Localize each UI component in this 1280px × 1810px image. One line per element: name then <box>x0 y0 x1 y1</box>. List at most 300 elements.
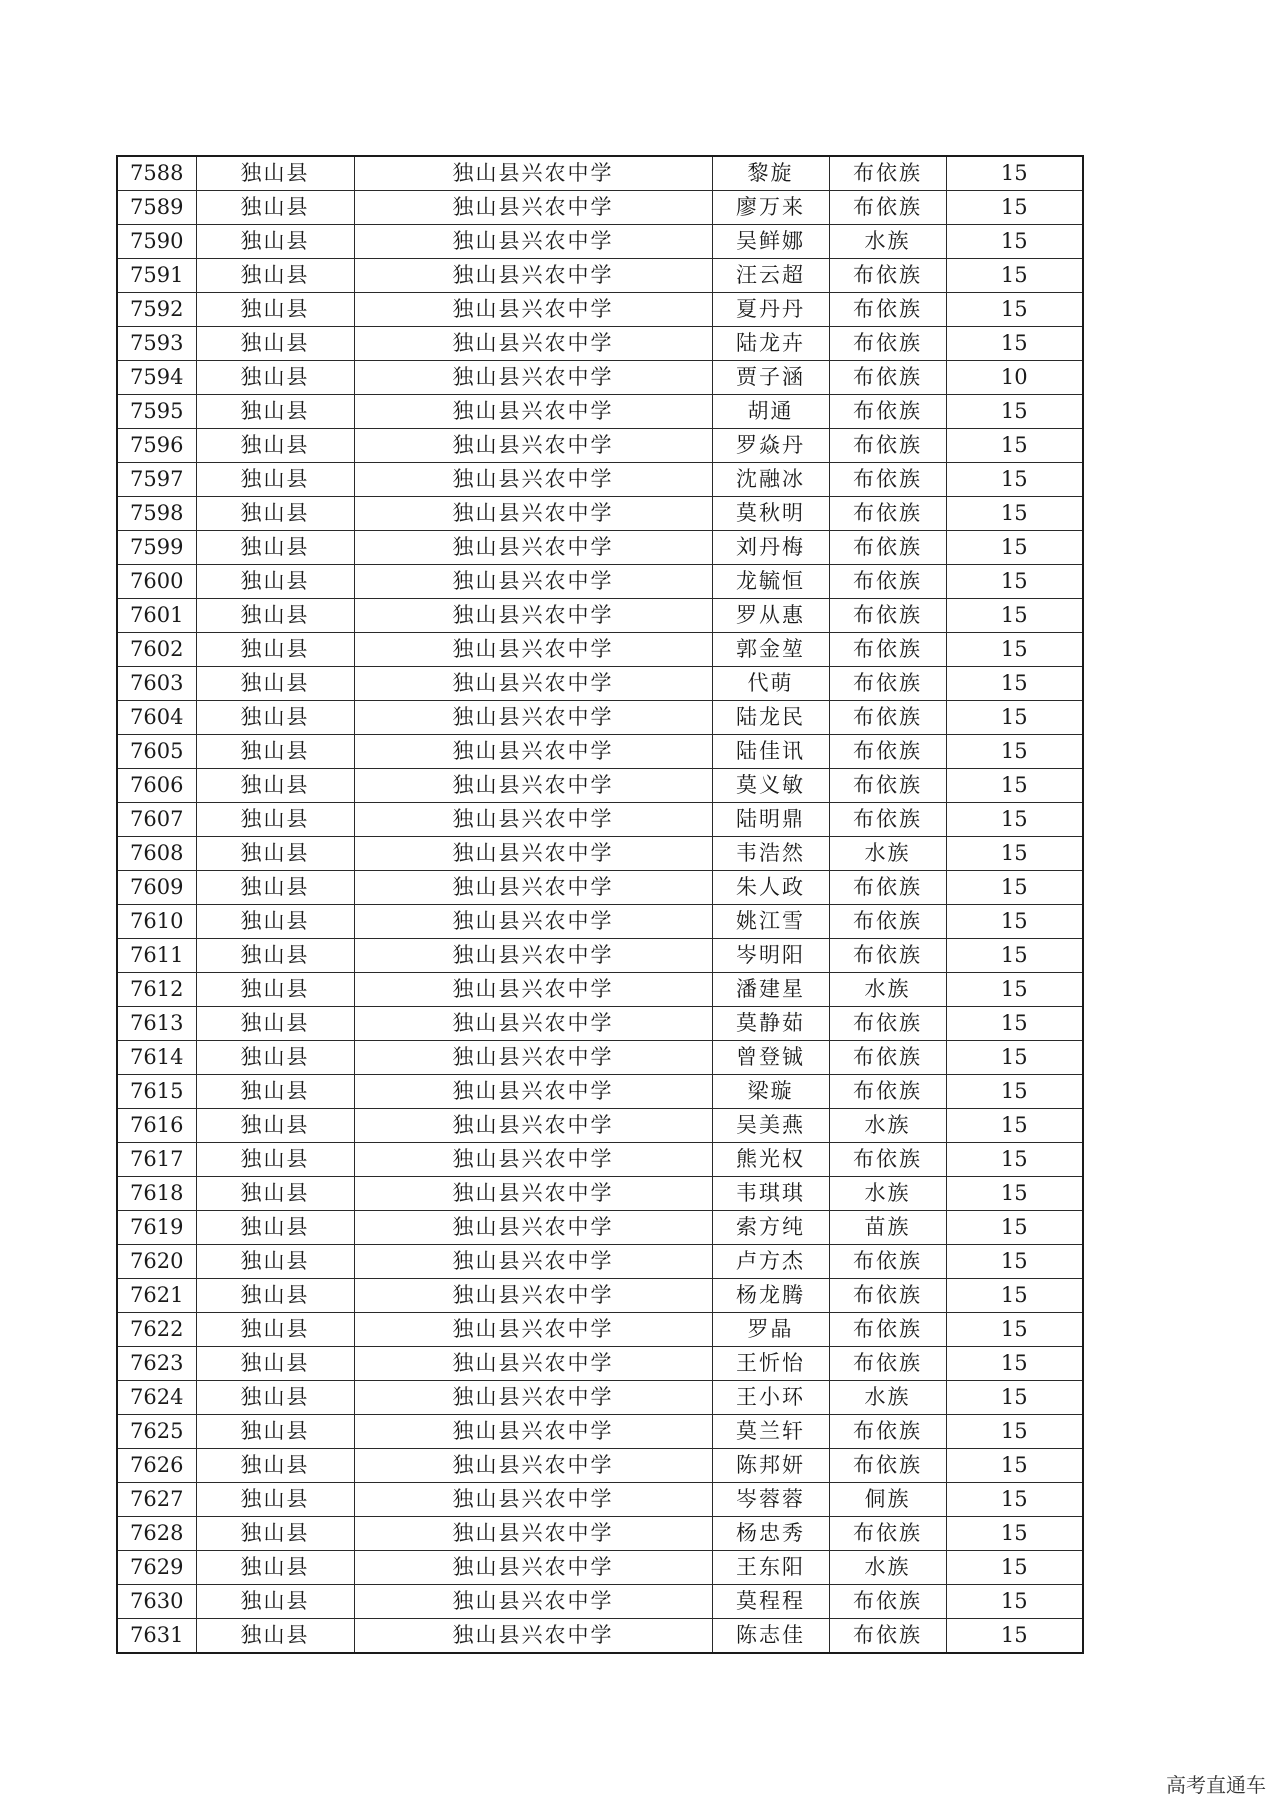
cell-school: 独山县兴农中学 <box>354 395 712 429</box>
cell-county: 独山县 <box>196 1313 354 1347</box>
table-row <box>117 939 1083 973</box>
cell-ethnicity: 布依族 <box>829 599 946 633</box>
table-row <box>117 429 1083 463</box>
cell-score: 10 <box>946 361 1083 395</box>
cell-score: 15 <box>946 531 1083 565</box>
cell-student-name: 胡通 <box>712 395 829 429</box>
table-row <box>117 1517 1083 1551</box>
cell-school: 独山县兴农中学 <box>354 1381 712 1415</box>
cell-number: 7612 <box>117 973 196 1007</box>
cell-score: 15 <box>946 1075 1083 1109</box>
cell-student-name: 卢方杰 <box>712 1245 829 1279</box>
cell-ethnicity: 布依族 <box>829 191 946 225</box>
cell-county: 独山县 <box>196 191 354 225</box>
cell-ethnicity: 布依族 <box>829 1415 946 1449</box>
cell-county: 独山县 <box>196 905 354 939</box>
cell-school: 独山县兴农中学 <box>354 361 712 395</box>
cell-ethnicity: 水族 <box>829 973 946 1007</box>
cell-score: 15 <box>946 1177 1083 1211</box>
cell-number: 7588 <box>117 156 196 191</box>
table-row <box>117 1483 1083 1517</box>
cell-county: 独山县 <box>196 259 354 293</box>
cell-ethnicity: 布依族 <box>829 156 946 191</box>
cell-ethnicity: 布依族 <box>829 939 946 973</box>
cell-number: 7623 <box>117 1347 196 1381</box>
cell-number: 7618 <box>117 1177 196 1211</box>
cell-county: 独山县 <box>196 1177 354 1211</box>
cell-number: 7596 <box>117 429 196 463</box>
cell-student-name: 贾子涵 <box>712 361 829 395</box>
table-row <box>117 293 1083 327</box>
cell-school: 独山县兴农中学 <box>354 1007 712 1041</box>
cell-number: 7616 <box>117 1109 196 1143</box>
cell-school: 独山县兴农中学 <box>354 1347 712 1381</box>
cell-student-name: 王小环 <box>712 1381 829 1415</box>
cell-school: 独山县兴农中学 <box>354 803 712 837</box>
cell-school: 独山县兴农中学 <box>354 1041 712 1075</box>
cell-school: 独山县兴农中学 <box>354 1279 712 1313</box>
cell-number: 7619 <box>117 1211 196 1245</box>
cell-score: 15 <box>946 1449 1083 1483</box>
table-row <box>117 837 1083 871</box>
table-row <box>117 361 1083 395</box>
cell-student-name: 沈融冰 <box>712 463 829 497</box>
cell-ethnicity: 布依族 <box>829 1449 946 1483</box>
cell-ethnicity: 布依族 <box>829 769 946 803</box>
cell-score: 15 <box>946 905 1083 939</box>
cell-county: 独山县 <box>196 463 354 497</box>
cell-ethnicity: 布依族 <box>829 293 946 327</box>
cell-number: 7597 <box>117 463 196 497</box>
cell-county: 独山县 <box>196 1449 354 1483</box>
cell-score: 15 <box>946 939 1083 973</box>
cell-county: 独山县 <box>196 565 354 599</box>
cell-county: 独山县 <box>196 1245 354 1279</box>
cell-score: 15 <box>946 1211 1083 1245</box>
cell-score: 15 <box>946 1517 1083 1551</box>
cell-score: 15 <box>946 1279 1083 1313</box>
cell-ethnicity: 布依族 <box>829 1619 946 1654</box>
cell-county: 独山县 <box>196 973 354 1007</box>
cell-school: 独山县兴农中学 <box>354 259 712 293</box>
cell-score: 15 <box>946 871 1083 905</box>
cell-county: 独山县 <box>196 1381 354 1415</box>
table-row <box>117 1007 1083 1041</box>
cell-county: 独山县 <box>196 939 354 973</box>
cell-score: 15 <box>946 191 1083 225</box>
cell-county: 独山县 <box>196 225 354 259</box>
cell-school: 独山县兴农中学 <box>354 463 712 497</box>
cell-student-name: 熊光权 <box>712 1143 829 1177</box>
table-row <box>117 1041 1083 1075</box>
cell-school: 独山县兴农中学 <box>354 1211 712 1245</box>
cell-ethnicity: 布依族 <box>829 667 946 701</box>
cell-ethnicity: 布依族 <box>829 1347 946 1381</box>
cell-student-name: 莫程程 <box>712 1585 829 1619</box>
cell-number: 7589 <box>117 191 196 225</box>
cell-student-name: 莫义敏 <box>712 769 829 803</box>
cell-county: 独山县 <box>196 1109 354 1143</box>
cell-score: 15 <box>946 1585 1083 1619</box>
cell-school: 独山县兴农中学 <box>354 1109 712 1143</box>
cell-ethnicity: 水族 <box>829 1551 946 1585</box>
cell-student-name: 汪云超 <box>712 259 829 293</box>
table-row <box>117 1619 1083 1654</box>
cell-score: 15 <box>946 395 1083 429</box>
cell-number: 7630 <box>117 1585 196 1619</box>
cell-score: 15 <box>946 1415 1083 1449</box>
cell-school: 独山县兴农中学 <box>354 769 712 803</box>
cell-student-name: 莫兰轩 <box>712 1415 829 1449</box>
cell-number: 7609 <box>117 871 196 905</box>
cell-student-name: 莫静茹 <box>712 1007 829 1041</box>
watermark-text: 高考直通车 <box>1166 1773 1266 1797</box>
cell-ethnicity: 布依族 <box>829 565 946 599</box>
table-row <box>117 1075 1083 1109</box>
cell-student-name: 岑蓉蓉 <box>712 1483 829 1517</box>
cell-student-name: 潘建星 <box>712 973 829 1007</box>
cell-score: 15 <box>946 1245 1083 1279</box>
cell-student-name: 刘丹梅 <box>712 531 829 565</box>
cell-ethnicity: 水族 <box>829 837 946 871</box>
cell-number: 7591 <box>117 259 196 293</box>
table-row <box>117 531 1083 565</box>
cell-ethnicity: 布依族 <box>829 735 946 769</box>
table-row <box>117 803 1083 837</box>
cell-score: 15 <box>946 259 1083 293</box>
cell-number: 7615 <box>117 1075 196 1109</box>
cell-student-name: 索方纯 <box>712 1211 829 1245</box>
cell-student-name: 吴美燕 <box>712 1109 829 1143</box>
table-row <box>117 973 1083 1007</box>
cell-number: 7601 <box>117 599 196 633</box>
cell-ethnicity: 布依族 <box>829 429 946 463</box>
cell-school: 独山县兴农中学 <box>354 327 712 361</box>
cell-number: 7599 <box>117 531 196 565</box>
cell-county: 独山县 <box>196 871 354 905</box>
cell-student-name: 罗焱丹 <box>712 429 829 463</box>
cell-number: 7593 <box>117 327 196 361</box>
cell-school: 独山县兴农中学 <box>354 667 712 701</box>
cell-school: 独山县兴农中学 <box>354 973 712 1007</box>
cell-number: 7598 <box>117 497 196 531</box>
cell-county: 独山县 <box>196 293 354 327</box>
table-row <box>117 259 1083 293</box>
cell-school: 独山县兴农中学 <box>354 599 712 633</box>
cell-score: 15 <box>946 429 1083 463</box>
cell-school: 独山县兴农中学 <box>354 939 712 973</box>
cell-score: 15 <box>946 327 1083 361</box>
cell-county: 独山县 <box>196 531 354 565</box>
cell-ethnicity: 布依族 <box>829 361 946 395</box>
cell-number: 7627 <box>117 1483 196 1517</box>
cell-ethnicity: 布依族 <box>829 1245 946 1279</box>
cell-number: 7606 <box>117 769 196 803</box>
cell-school: 独山县兴农中学 <box>354 905 712 939</box>
cell-county: 独山县 <box>196 1483 354 1517</box>
cell-score: 15 <box>946 701 1083 735</box>
cell-number: 7613 <box>117 1007 196 1041</box>
cell-school: 独山县兴农中学 <box>354 429 712 463</box>
cell-score: 15 <box>946 1347 1083 1381</box>
cell-score: 15 <box>946 1313 1083 1347</box>
cell-student-name: 王忻怡 <box>712 1347 829 1381</box>
cell-county: 独山县 <box>196 667 354 701</box>
cell-county: 独山县 <box>196 395 354 429</box>
cell-student-name: 夏丹丹 <box>712 293 829 327</box>
cell-county: 独山县 <box>196 599 354 633</box>
cell-score: 15 <box>946 667 1083 701</box>
cell-county: 独山县 <box>196 769 354 803</box>
cell-school: 独山县兴农中学 <box>354 225 712 259</box>
cell-score: 15 <box>946 633 1083 667</box>
table-row <box>117 1313 1083 1347</box>
table-row <box>117 1449 1083 1483</box>
cell-student-name: 陆佳讯 <box>712 735 829 769</box>
cell-student-name: 陈志佳 <box>712 1619 829 1654</box>
cell-student-name: 陆龙民 <box>712 701 829 735</box>
cell-ethnicity: 布依族 <box>829 701 946 735</box>
cell-number: 7602 <box>117 633 196 667</box>
cell-number: 7622 <box>117 1313 196 1347</box>
cell-county: 独山县 <box>196 1551 354 1585</box>
cell-ethnicity: 布依族 <box>829 1075 946 1109</box>
cell-score: 15 <box>946 565 1083 599</box>
cell-score: 15 <box>946 1619 1083 1654</box>
table-row <box>117 1551 1083 1585</box>
cell-ethnicity: 布依族 <box>829 1279 946 1313</box>
cell-county: 独山县 <box>196 1619 354 1654</box>
table-row <box>117 1279 1083 1313</box>
cell-number: 7603 <box>117 667 196 701</box>
table-row <box>117 1177 1083 1211</box>
cell-school: 独山县兴农中学 <box>354 1585 712 1619</box>
cell-school: 独山县兴农中学 <box>354 497 712 531</box>
cell-number: 7614 <box>117 1041 196 1075</box>
cell-number: 7590 <box>117 225 196 259</box>
cell-school: 独山县兴农中学 <box>354 1483 712 1517</box>
cell-ethnicity: 水族 <box>829 225 946 259</box>
cell-number: 7595 <box>117 395 196 429</box>
cell-score: 15 <box>946 497 1083 531</box>
cell-school: 独山县兴农中学 <box>354 633 712 667</box>
table-row <box>117 463 1083 497</box>
cell-ethnicity: 布依族 <box>829 1041 946 1075</box>
cell-county: 独山县 <box>196 361 354 395</box>
cell-ethnicity: 苗族 <box>829 1211 946 1245</box>
cell-number: 7605 <box>117 735 196 769</box>
cell-ethnicity: 布依族 <box>829 871 946 905</box>
cell-student-name: 韦琪琪 <box>712 1177 829 1211</box>
table-row <box>117 565 1083 599</box>
cell-ethnicity: 布依族 <box>829 633 946 667</box>
cell-ethnicity: 布依族 <box>829 1143 946 1177</box>
cell-student-name: 陆明鼎 <box>712 803 829 837</box>
cell-school: 独山县兴农中学 <box>354 871 712 905</box>
cell-student-name: 郭金堃 <box>712 633 829 667</box>
cell-number: 7592 <box>117 293 196 327</box>
cell-student-name: 杨忠秀 <box>712 1517 829 1551</box>
cell-student-name: 岑明阳 <box>712 939 829 973</box>
cell-student-name: 曾登铖 <box>712 1041 829 1075</box>
table-row <box>117 156 1083 191</box>
cell-ethnicity: 布依族 <box>829 1585 946 1619</box>
cell-score: 15 <box>946 1109 1083 1143</box>
cell-county: 独山县 <box>196 1075 354 1109</box>
cell-number: 7625 <box>117 1415 196 1449</box>
cell-school: 独山县兴农中学 <box>354 701 712 735</box>
cell-ethnicity: 布依族 <box>829 803 946 837</box>
cell-county: 独山县 <box>196 429 354 463</box>
cell-ethnicity: 布依族 <box>829 259 946 293</box>
cell-student-name: 姚江雪 <box>712 905 829 939</box>
table-row <box>117 667 1083 701</box>
cell-student-name: 罗从惠 <box>712 599 829 633</box>
cell-ethnicity: 布依族 <box>829 497 946 531</box>
table-row <box>117 1415 1083 1449</box>
cell-number: 7604 <box>117 701 196 735</box>
cell-school: 独山县兴农中学 <box>354 1143 712 1177</box>
cell-school: 独山县兴农中学 <box>354 837 712 871</box>
cell-county: 独山县 <box>196 1517 354 1551</box>
cell-score: 15 <box>946 1143 1083 1177</box>
cell-ethnicity: 布依族 <box>829 1313 946 1347</box>
cell-county: 独山县 <box>196 633 354 667</box>
cell-county: 独山县 <box>196 1143 354 1177</box>
cell-school: 独山县兴农中学 <box>354 191 712 225</box>
cell-score: 15 <box>946 973 1083 1007</box>
cell-county: 独山县 <box>196 1211 354 1245</box>
cell-number: 7631 <box>117 1619 196 1654</box>
table-row <box>117 1211 1083 1245</box>
cell-school: 独山县兴农中学 <box>354 1415 712 1449</box>
cell-score: 15 <box>946 769 1083 803</box>
cell-score: 15 <box>946 225 1083 259</box>
cell-number: 7610 <box>117 905 196 939</box>
table-row <box>117 769 1083 803</box>
table-row <box>117 735 1083 769</box>
cell-school: 独山县兴农中学 <box>354 156 712 191</box>
cell-number: 7594 <box>117 361 196 395</box>
cell-ethnicity: 水族 <box>829 1109 946 1143</box>
cell-school: 独山县兴农中学 <box>354 1245 712 1279</box>
cell-school: 独山县兴农中学 <box>354 293 712 327</box>
cell-score: 15 <box>946 803 1083 837</box>
roster-table-body <box>117 156 1083 1653</box>
cell-number: 7628 <box>117 1517 196 1551</box>
cell-score: 15 <box>946 1007 1083 1041</box>
table-row <box>117 1143 1083 1177</box>
cell-number: 7629 <box>117 1551 196 1585</box>
cell-student-name: 朱人政 <box>712 871 829 905</box>
cell-ethnicity: 布依族 <box>829 463 946 497</box>
cell-student-name: 杨龙腾 <box>712 1279 829 1313</box>
cell-county: 独山县 <box>196 1007 354 1041</box>
cell-county: 独山县 <box>196 1415 354 1449</box>
cell-number: 7600 <box>117 565 196 599</box>
cell-school: 独山县兴农中学 <box>354 1177 712 1211</box>
cell-ethnicity: 布依族 <box>829 1007 946 1041</box>
document-sheet <box>116 155 1082 1654</box>
cell-student-name: 廖万来 <box>712 191 829 225</box>
cell-county: 独山县 <box>196 837 354 871</box>
cell-school: 独山县兴农中学 <box>354 1619 712 1654</box>
table-row <box>117 599 1083 633</box>
cell-number: 7626 <box>117 1449 196 1483</box>
cell-student-name: 梁璇 <box>712 1075 829 1109</box>
cell-ethnicity: 水族 <box>829 1381 946 1415</box>
cell-number: 7608 <box>117 837 196 871</box>
cell-student-name: 吴鲜娜 <box>712 225 829 259</box>
cell-number: 7620 <box>117 1245 196 1279</box>
cell-county: 独山县 <box>196 1041 354 1075</box>
table-row <box>117 191 1083 225</box>
table-row <box>117 633 1083 667</box>
cell-student-name: 莫秋明 <box>712 497 829 531</box>
cell-student-name: 韦浩然 <box>712 837 829 871</box>
cell-student-name: 王东阳 <box>712 1551 829 1585</box>
cell-student-name: 陈邦妍 <box>712 1449 829 1483</box>
table-row <box>117 1381 1083 1415</box>
cell-ethnicity: 布依族 <box>829 531 946 565</box>
cell-score: 15 <box>946 837 1083 871</box>
cell-ethnicity: 侗族 <box>829 1483 946 1517</box>
cell-score: 15 <box>946 293 1083 327</box>
cell-ethnicity: 布依族 <box>829 1517 946 1551</box>
cell-score: 15 <box>946 1041 1083 1075</box>
cell-student-name: 代萌 <box>712 667 829 701</box>
cell-number: 7607 <box>117 803 196 837</box>
cell-school: 独山县兴农中学 <box>354 1449 712 1483</box>
cell-student-name: 黎旋 <box>712 156 829 191</box>
cell-county: 独山县 <box>196 1585 354 1619</box>
table-row <box>117 871 1083 905</box>
cell-county: 独山县 <box>196 803 354 837</box>
cell-school: 独山县兴农中学 <box>354 1551 712 1585</box>
table-row <box>117 1585 1083 1619</box>
cell-school: 独山县兴农中学 <box>354 1075 712 1109</box>
cell-score: 15 <box>946 1551 1083 1585</box>
cell-score: 15 <box>946 1483 1083 1517</box>
cell-county: 独山县 <box>196 735 354 769</box>
cell-school: 独山县兴农中学 <box>354 1313 712 1347</box>
table-row <box>117 1245 1083 1279</box>
cell-score: 15 <box>946 599 1083 633</box>
table-row <box>117 701 1083 735</box>
cell-school: 独山县兴农中学 <box>354 735 712 769</box>
table-row <box>117 497 1083 531</box>
cell-ethnicity: 水族 <box>829 1177 946 1211</box>
cell-ethnicity: 布依族 <box>829 905 946 939</box>
table-row <box>117 1347 1083 1381</box>
table-row <box>117 1109 1083 1143</box>
roster-table <box>116 155 1084 1654</box>
cell-school: 独山县兴农中学 <box>354 1517 712 1551</box>
cell-score: 15 <box>946 156 1083 191</box>
cell-county: 独山县 <box>196 1279 354 1313</box>
cell-student-name: 罗晶 <box>712 1313 829 1347</box>
cell-county: 独山县 <box>196 497 354 531</box>
cell-county: 独山县 <box>196 156 354 191</box>
cell-number: 7624 <box>117 1381 196 1415</box>
cell-number: 7617 <box>117 1143 196 1177</box>
cell-student-name: 龙毓恒 <box>712 565 829 599</box>
cell-county: 独山县 <box>196 701 354 735</box>
cell-school: 独山县兴农中学 <box>354 531 712 565</box>
cell-county: 独山县 <box>196 1347 354 1381</box>
cell-score: 15 <box>946 1381 1083 1415</box>
table-row <box>117 905 1083 939</box>
